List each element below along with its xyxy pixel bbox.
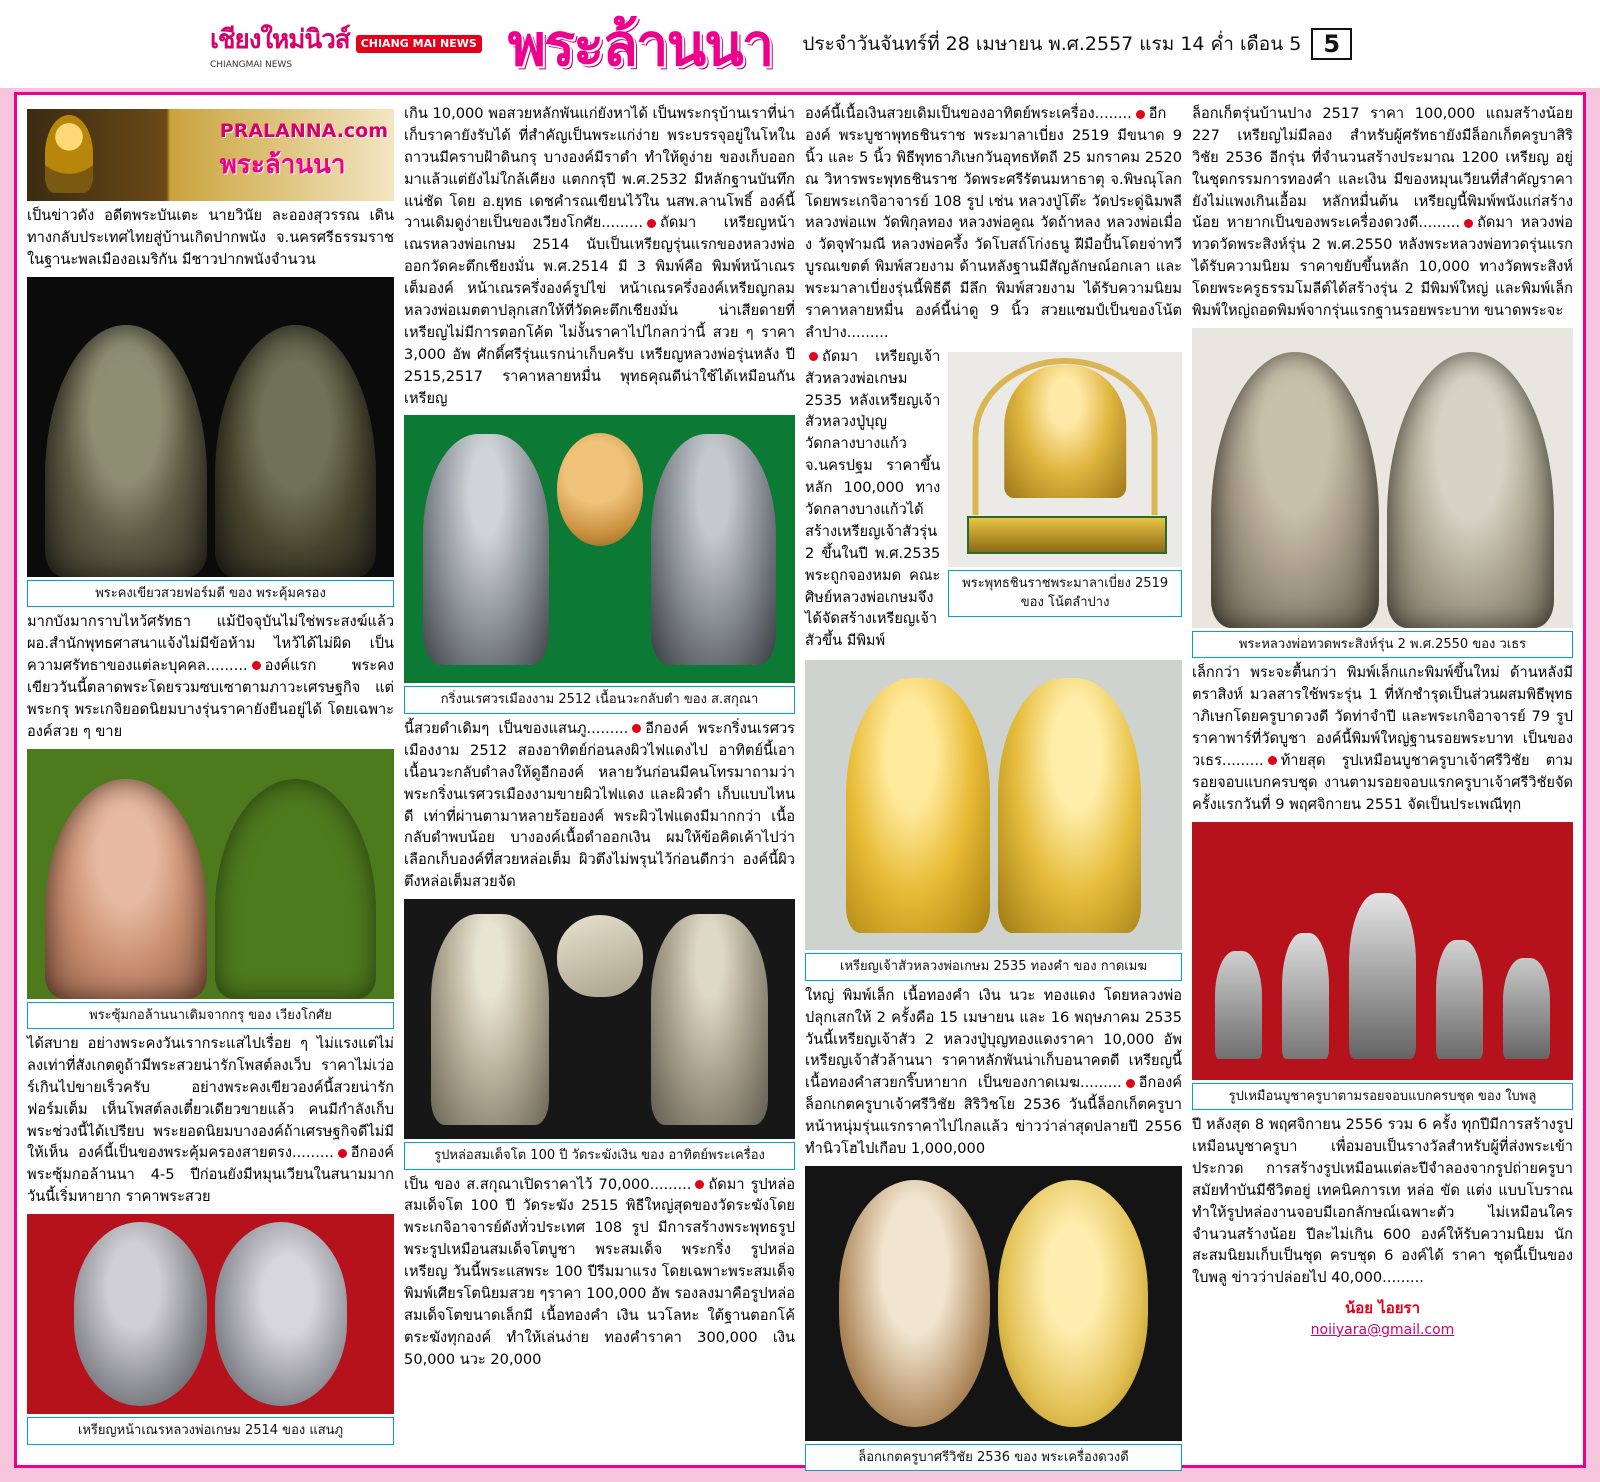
caption-kring-naresuan: กริ่งนเรศวรเมืองงาม 2512 เนื้อนวะกลับดำ ของ ส.สกุณา: [404, 686, 795, 714]
col4-para-1: ล็อกเก็ตรุ่นบ้านปาง 2517 ราคา 100,000 แถมสร้างน้อย 227 เหรียญไม่มีลอง สำหรับผู้ศรัทธายังมีล็อกเก็ตครูบาสิริวิชัย 2536 อีกรุ่น ที่จำนวนสร้างประมาณ 1200 เหรียญ อยู่ในชุดกรรมการทองคำ และเงิน มีของหมุนเวียนที่สำคัญราคายังไม่แพงเกินเอื้อม หลักหมื่นต้น เหรียญนี้พิมพ์พนังแก่สร้างน้อย หายากเป็นของพระเครื่องดวงดี......... ถัดมา หลวงพ่อทวดวัดพระสิงห์รุ่น 2 พ.ศ.2550 หลังพระหลวงพ่อทวดรุ่นแรกได้รับความนิยม ราคาขยับขึ้นหลัก 10,000 ทางวัดพระสิงห์โดยพระครูธรรมโมลีต์ได้สร้างรุ่น 2 มีพิมพ์ใหญ่ และพิมพ์เล็ก พิมพ์ใหญ่ถอดพิมพ์จากรุ่นแรกฐานรอยพระบาท ขนาดพระจะ: [1192, 105, 1573, 320]
masthead: [0, 0, 1600, 88]
bullet-dot-icon: [1136, 110, 1145, 119]
col4-para-3: ปี หลังสุด 8 พฤศจิกายน 2556 รวม 6 ครั้ง ทุกปีมีการสร้างรูปเหมือนบูชาครูบา เพื่อมอบเป็นรางวัลสำหรับผู้ที่ส่งพระเข้าประกวด การสร้างรูปเหมือนแต่ละปีจำลองจากรูปถ่ายครูบาสมัยทำบันมีชีวิตอยู่ เทคนิคการเท หล่อ ขัด แต่ง แบบโบราณ ทำให้รูปหล่องานจอบมีเอกลักษณ์เฉพาะตัว ไม่เหมือนใคร จำนวนสร้างน้อย ปีละไม่เกิน 600 องค์ให้รับความนิยม นักสะสมนิยมเก็บเป็นชุด ครบชุด 6 องค์ได้ ราคา ชุดนี้เป็นของใบพลู ข่าวว่าปล่อยไป 40,000.........: [1192, 1116, 1573, 1287]
author-signature: น้อย ไอยรา: [1344, 1299, 1421, 1318]
issue-date-text: ประจำวันจันทร์ที่ 28 เมษายน พ.ศ.2557 แรม 14 ค่ำ เดือน 5: [802, 32, 1302, 55]
column-4: [1192, 103, 1573, 1457]
caption-sum-kor: พระซุ้มกอล้านนาเดิมจากกรุ ของ เวียงโกศัย: [27, 1002, 394, 1030]
bullet-dot-icon: [632, 724, 641, 733]
caption-kruba-set: รูปเหมือนบูชาครูบาตามรอยจอบแบกครบชุด ของ ใบพลู: [1192, 1083, 1573, 1111]
figure-rian-jaosua: [805, 660, 1182, 981]
bullet-dot-icon: [1268, 756, 1277, 765]
brand-logo: [210, 19, 482, 70]
col1-para-2: มากบังมากราบไหว้ศรัทธา แม้ปัจจุบันไม่ใช่พระสงฆ์แล้ว ผอ.สำนักพุทธศาสนาแจ้งไม่มีข้อห้าม ไหว้ได้ไม่ผิด เป็นความศรัทธาของแต่ละบุคคล......... องค์แรก พระคงเขียววันนี้ตลาดพระโดยรวมซบเซาตามภาวะเศรษฐกิจ แต่พระกรุ พระเกจิยอดนิยมบางรุ่นราคายังยืนอยู่ได้ โดยเฉพาะองค์สวย ๆ ขาย: [27, 613, 395, 740]
col2-para-2: นี้สวยดำเดิมๆ เป็นของแสนภู......... อีกองค์ พระกริ่งนเรศวรเมืองงาม 2512 สองอาทิตย์ก่อนลงผิวไฟแดงไป อาทิตย์นี้เอาเนื้อนวะกลับดำลงให้ดูอีกองค์ หลายวันก่อนมีคนโทรมาถามว่าพระกริ่งนเรศวรเมืองงามขายผิวไฟแดง และผิวดำ เก็บแบบไหนดี เท่าที่ผ่านตามาหลายร้อยองค์ พระผิวไฟแดงมีมากกว่า เนื้อกลับดำพบน้อย บางองค์เนื้อดำออกเงิน ผมให้ข้อคิดเค้าไปว่าเลือกเก็บองค์ที่สวยหล่อเต็ม ผิวตึงไม่พรุนไว้ก่อนดีกว่า องค์นี้ผิวตึงหล่อเต็มสวยจัด: [404, 719, 795, 891]
caption-pra-kong: พระคงเขียวสวยฟอร์มดี ของ พระคุ้มครอง: [27, 580, 394, 608]
col3-para-2: ถัดมา เหรียญเจ้าสัวหลวงพ่อเกษม 2535 หลังเหรียญเจ้าสัวหลวงปู่บุญ วัดกลางบางแก้ว จ.นครปฐม ราคาขึ้นหลัก 100,000 ทางวัดกลางบางแก้วได้สร้างเหรียญเจ้าสัวรุ่น 2 ขึ้นในปี พ.ศ.2535 พระถูกจองหมด คณะศิษย์หลวงพ่อเกษมจึงได้จัดสร้างเหรียญเจ้าสัวขึ้น มีพิมพ์: [805, 347, 941, 650]
col2-para-1: เกิน 10,000 พอสวยหลักพันแก่ยังหาได้ เป็นพระกรุบ้านเราที่น่าเก็บราคายังรับได้ ที่สำคัญเป็นพระแก่ง่าย พระบรรจุอยู่ในโหในถาวนมีคราบฝ้าดินกรุ บางองค์มีราดำ ทำให้ดูง่าย ของเก็บออกมาแล้วแต่ยังไม่ใกล้เคียง แตกกรุปี พ.ศ.2532 มีหลักฐานบันทึกแน่ชัด โดย อ.ยุทธ เดชคำรณเขียนไว้ใน นสพ.ลานโพธิ์ องค์นี้วานเดิมดูง่ายเป็นของเวียงโกศัย......... ถัดมา เหรียญหน้าเณรหลวงพ่อเกษม 2514 นับเป็นเหรียญรุ่นแรกของหลวงพ่อ ออกวัดคะตึกเชียงมั่น พ.ศ.2514 มี 3 พิมพ์คือ พิมพ์หน้าเณรเต็มองค์ หน้าเณรครึ่งองค์รูปไข่ หน้าเณรครึ่งองค์เหรียญกลม หลวงพ่อเมตตาปลุกเสกให้ที่วัดคะตึกเชียงมั่น น่าเสียดายที่เหรียญไม่มีการตอกโค้ต ไม่งั้นราคาไปไกลกว่านี้ สวย ๆ ราคา 3,000 อัพ ศักดิ์ศรีรุ่นแรกน่าเก็บครับ เหรียญหลวงพ่อรุ่นหลัง ปี 2515,2517 ราคาหลายหมื่น พุทธคุณดีน่าใช้ได้เหมือนกัน เหรียญ: [404, 105, 795, 407]
caption-rian-nen: เหรียญหน้าเณรหลวงพ่อเกษม 2514 ของ แสนภู: [27, 1417, 394, 1445]
col2-para-3: เป็น ของ ส.สกุณาเปิดราคาไว้ 70,000......... ถัดมา รูปหล่อสมเด็จโต 100 ปี วัดระฆัง 2515 พิธีใหญ่สุดของวัดระฆังโดยพระเกจิอาจารย์ดังทั่วประเทศ 108 รูป มีการสร้างพระพุทธรูป พระรูปเหมือนสมเด็จโตบูชา พระสมเด็จ พระกริ่ง รูปหล่อ เหรียญ วันนี้พระแสพระ 100 ปีรีมมาแรง โดยเฉพาะพระสมเด็จพิมพ์เศียรโตนิยมสวย ๆราคา 100,000 อัพ รองลงมาคือรูปหล่อสมเด็จโตขนาดเล็กมี เนื้อทองคำ เงิน นวโลหะ ใต้ฐานตอกโค้ตระฆังทุกองค์ ทำให้เล่นง่าย ทองคำราคา 300,000 เงิน 50,000 นวะ 20,000: [404, 1175, 796, 1368]
bullet-dot-icon: [338, 1149, 347, 1158]
figure-luangpho-thuat: [1192, 328, 1573, 659]
site-logo-text: PRALANNA.com พระล้านนา: [219, 120, 389, 180]
bullet-dot-icon: [695, 1180, 704, 1189]
brand-name-en: CHIANGMAI NEWS: [210, 59, 293, 70]
figure-kring-naresuan: [404, 415, 795, 714]
figure-sum-kor: [27, 749, 394, 1030]
bullet-dot-icon: [1126, 1079, 1135, 1088]
figure-chinnarat: [948, 352, 1182, 617]
col4-para-2: เล็กกว่า พระจะตื้นกว่า พิมพ์เล็กแกะพิมพ์ขึ้นใหม่ ด้านหลังมีตราสิงห์ มวลสารใช้พระรุ่น 1 ที่หักชำรุดเป็นส่วนผสมพิธีพุทธาภิเษกโดยครูบาดวงดี วัดท่าจำปี และพระเกจิอาจารย์ 79 รูป ราคาพาร์ที่วัดบูชา องค์นี้พิมพ์ใหญ่ฐานรอยพระบาท เป็นของวเธร......... ท้ายสุด รูปเหมือนบูชาครูบาเจ้าศรีวิชัย ตามรอยจอบแบกครบชุด งานตามรอยจอบแรกครูบาเจ้าศรีวิชัยจัดครั้งแรกวันที่ 9 พฤศจิกายน 2551 จัดเป็นประเพณีทุก: [1192, 664, 1573, 813]
caption-luangpho-thuat: พระหลวงพ่อทวดพระสิงห์รุ่น 2 พ.ศ.2550 ของ วเธร: [1192, 631, 1573, 659]
caption-rian-jaosua: เหรียญเจ้าสัวหลวงพ่อเกษม 2535 ทองคำ ของ กาดเมฆ: [805, 953, 1182, 981]
page-title: พระล้านนา: [507, 10, 773, 79]
figure-rian-nen: [27, 1214, 394, 1445]
news-badge: CHIANG MAI NEWS: [356, 35, 482, 53]
col3-para-1: องค์นี้เนื้อเงินสวยเดิมเป็นของอาทิตย์พระเครื่อง........ อีกองค์ พระบูชาพุทธชินราช พระมาลาเบี่ยง 2519 มีขนาด 9 นิ้ว และ 5 นิ้ว พิธีพุทธาภิเษกวันอุทธหัตถี 25 มกราคม 2520 ณ วิหารพระพุทธชินราช วัดพระศรีรัตนมหาธาตุ จ.พิษณุโลก โดยพระเกจิอาจารย์ 108 รูป เช่น หลวงปู่โต๊ะ วัดประดู่ฉิมพลี หลวงพ่อแพ วัดพิกุลทอง หลวงพ่อคูณ วัดถ้าหลง หลวงพ่อเมื่อง วัดจุฬามณี หลวงพ่อครึ้ง วัดโบสถ์โก่งธนู ฝีมือปั้นโดยจ่าทวี บูรณเขตต์ พิมพ์สวยงาม ด้านหลังฐานมีสัญลักษณ์อกเลา และพระมาลาเบี่ยงรุ่นนี้พิธีดี มีลึก พิมพ์สวยงาม ได้รับความนิยม ราคาหลายหมื่น องค์นี้น่าดู 9 นิ้ว สวยแซมป์เป็นของโน้ต ลำปาง.........: [805, 105, 1182, 341]
caption-chinnarat: พระพุทธชินราชพระมาลาเบี่ยง 2519 ของ โน้ตลำปาง: [948, 570, 1182, 617]
figure-pra-kong: [27, 277, 394, 608]
caption-locket-sriwichai: ล็อกเกตครูบาศรีวิชัย 2536 ของ พระเครื่องดวงดี: [805, 1444, 1182, 1472]
figure-kruba-set: [1192, 822, 1573, 1111]
brand-name-th: เชียงใหม่นิวส์ CHIANGMAI NEWS: [210, 24, 350, 70]
bullet-dot-icon: [1464, 219, 1473, 228]
col1-para-3: ได้สบาย อย่างพระคงวันเรากระแสไปเรื่อย ๆ ไม่แรงแต่ไม่ลงเท่าที่สังเกตดูถ้ามีพระสวยน่ารักโพสต์ลงเว็บ ราคาไม่เว่อร์เกินไปขายเร็วครับ อย่างพระคงเขียวองค์นี้สวยน่ารัก ฟอร์มเต็ม เห็นโพสต์ลงเตี๋ยวเดียวขายแล้ว คนมีกำลังเก็บพระช่วงนี้ได้เปรียบ พระยอดนิยมบางองค์ถ้าเศรษฐกิจดีไม่มีให้เห็น องค์นี้เป็นของพระคุ้มครองสายตรง......... อีกองค์ พระซุ้มกอล้านนา 4-5 ปีก่อนยังมีหมุนเวียนในสนามมาก วันนี้เริ่มหายาก ราคาพระสวย: [27, 1035, 395, 1206]
content-frame: [14, 92, 1586, 1468]
caption-somdej-to: รูปหล่อสมเด็จโต 100 ปี วัดระฆังเงิน ของ อาทิตย์พระเครื่อง: [404, 1142, 795, 1170]
issue-date: [802, 28, 1352, 60]
col3-para-3: ใหญ่ พิมพ์เล็ก เนื้อทองคำ เงิน นวะ ทองแดง โดยหลวงพ่อปลุกเสกให้ 2 ครั้งคือ 15 เมษายน และ 16 พฤษภาคม 2535 วันนี้เหรียญเจ้าสัว 2 หลวงปู่บุญทองแดงราคา 10,000 อัพ เหรียญเจ้าสัวล้านนา ราคาหลักพันน่าเก็บอนาคตดี เหรียญนี้เนื้อทองคำสวยกริ๊บหายาก เป็นของกาดเมฆ......... อีกองค์ ล็อกเกตครูบาเจ้าศรีวิชัย สิริวิชโย 2536 วันนี้ล็อกเก็ตครูบาหน้าหนุ่มรุ่นแรกราคาไปไกลแล้ว ข่าวว่าล่าสุดปลายปี 2556 ทำนิวโฮไปเกือบ 1,000,000: [805, 986, 1182, 1157]
bullet-dot-icon: [647, 219, 656, 228]
bullet-dot-icon: [252, 661, 261, 670]
column-3: [805, 103, 1182, 1465]
column-1: [27, 103, 394, 1457]
col1-para-1: เป็นข่าวดัง อดีตพระบันเตะ นายวินัย ละอองสุวรรณ เดินทางกลับประเทศไทยสู่บ้านเกิดปากพนัง จ.นครศรีธรรมราช ในฐานะพลเมืองอเมริกัน มีชาวปากพนังจำนวน: [27, 207, 395, 268]
author-email[interactable]: noiiyara@gmail.com: [1310, 1321, 1455, 1338]
bullet-dot-icon: [809, 352, 818, 361]
buddha-statue-photo: [45, 115, 93, 193]
page-number: 5: [1311, 28, 1352, 60]
column-2: [404, 103, 795, 1457]
figure-somdej-to: [404, 899, 795, 1170]
figure-locket-sriwichai: [805, 1166, 1182, 1472]
figure-site-logo: [27, 109, 394, 201]
